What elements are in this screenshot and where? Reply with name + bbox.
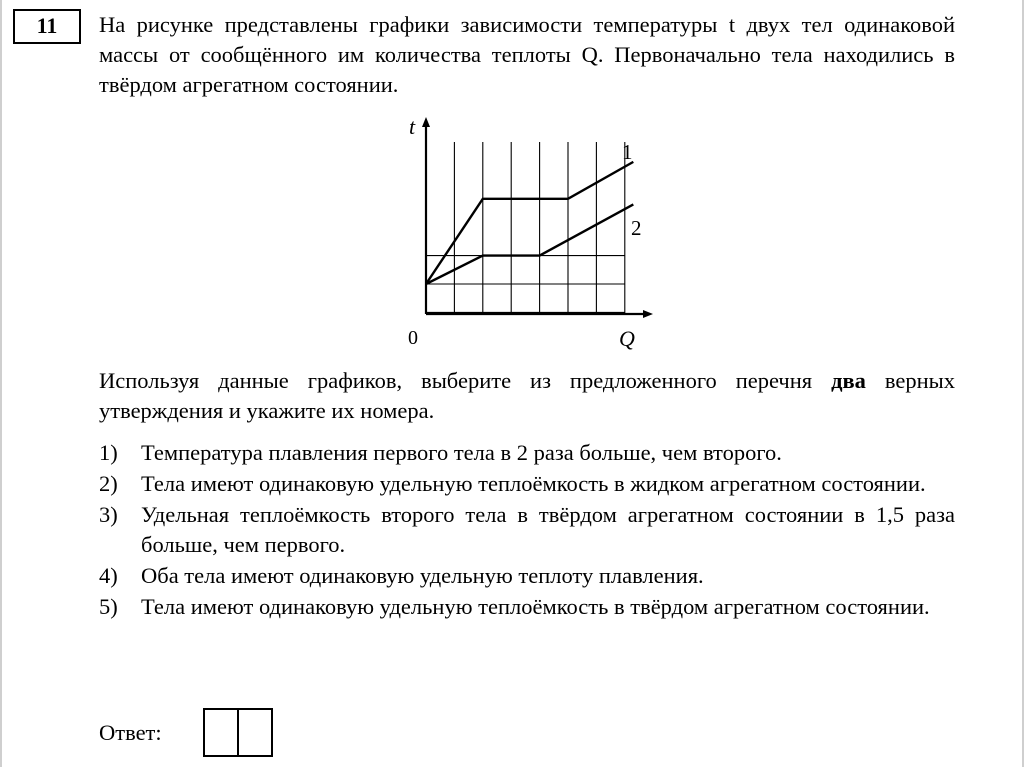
- origin-label: 0: [408, 327, 418, 349]
- instruction-bold: два: [831, 368, 866, 393]
- question-text: [99, 10, 955, 100]
- graph-grid: [426, 142, 625, 314]
- y-axis-label: t: [409, 114, 416, 139]
- answer-cell-2[interactable]: [237, 708, 273, 757]
- x-axis-label: Q: [619, 326, 635, 351]
- option-number: 2): [99, 471, 118, 496]
- option-3: [99, 500, 955, 560]
- answer-label: Ответ:: [99, 720, 162, 745]
- option-text: Температура плавления первого тела в 2 раза больше, чем второго.: [141, 440, 782, 465]
- option-number: 3): [99, 502, 118, 527]
- question-text-content: На рисунке представлены графики зависимости температуры t двух тел одинаковой массы от сообщённого им количества теплоты Q. Первоначально тела находились в твёрдом агрегатном состоянии.: [99, 12, 955, 97]
- option-text: Тела имеют одинаковую удельную теплоёмкость в жидком агрегатном состоянии.: [141, 471, 926, 496]
- temperature-heat-graph: [395, 108, 665, 353]
- option-4: [99, 561, 955, 591]
- instruction-text: [99, 366, 955, 426]
- option-number: 4): [99, 563, 118, 588]
- graph-series: [426, 162, 633, 284]
- instruction-part-1: Используя данные графиков, выберите из предложенного перечня: [99, 368, 832, 393]
- option-text: Тела имеют одинаковую удельную теплоёмкость в твёрдом агрегатном состоянии.: [141, 594, 930, 619]
- answer-cell-1[interactable]: [203, 708, 239, 757]
- series-2-label: 2: [631, 216, 642, 240]
- option-5: [99, 592, 955, 622]
- series-2-line: [426, 204, 633, 284]
- option-1: [99, 438, 955, 468]
- option-number: 5): [99, 594, 118, 619]
- option-text: Оба тела имеют одинаковую удельную теплоту плавления.: [141, 563, 704, 588]
- task-number: 11: [13, 9, 81, 44]
- option-text: Удельная теплоёмкость второго тела в твёрдом агрегатном состоянии в 1,5 раза больше, чем первого.: [141, 502, 955, 557]
- instruction-part-2: верных утверждения и укажите их номера.: [99, 368, 955, 423]
- series-1-label: 1: [622, 140, 633, 164]
- options-list: [99, 438, 955, 623]
- option-2: [99, 469, 955, 499]
- option-number: 1): [99, 440, 118, 465]
- series-1-line: [426, 162, 633, 284]
